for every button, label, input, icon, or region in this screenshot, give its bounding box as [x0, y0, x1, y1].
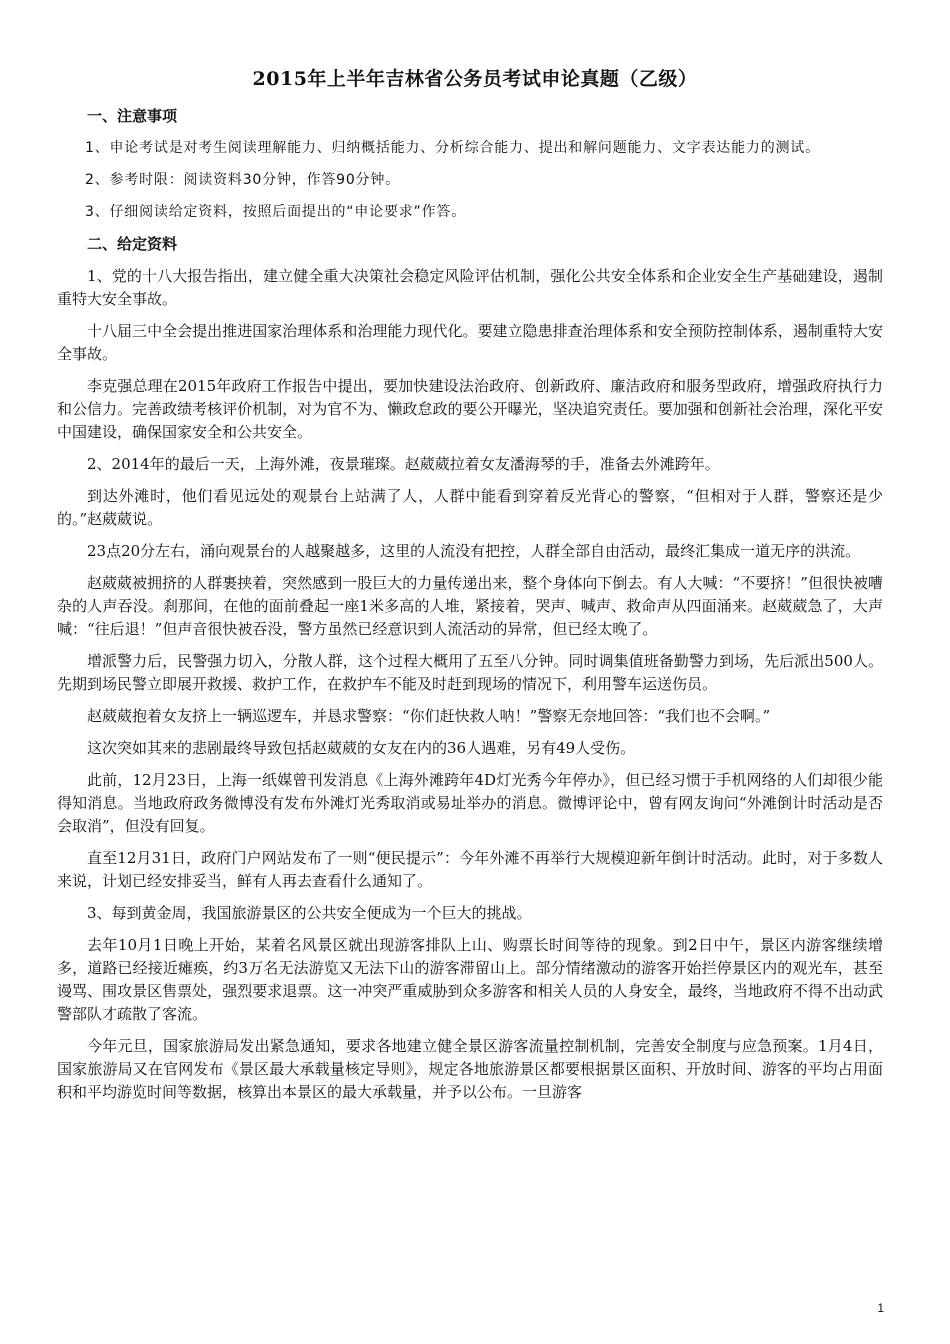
section-heading-materials: 二、给定资料 — [87, 235, 178, 253]
material-paragraph: 23点20分左右，涌向观景台的人越聚越多，这里的人流没有把控，人群全部自由活动，最终汇集成一道无序的洪流。 — [87, 542, 861, 560]
note-item: 3、仔细阅读给定资料，按照后面提出的“申论要求”作答。 — [85, 204, 467, 220]
material-paragraph: 李克强总理在2015年政府工作报告中提出，要加快建设法治政府、创新政府、廉洁政府和服务型政府，增强政府执行力和公信力。完善政绩考核评价机制，对为官不为、懒政怠政的要公开曝光，坚决追究责任。要加强和创新社会治理，深化平安中国建设，确保国家安全和公共安全。 — [57, 377, 883, 441]
material-paragraph: 直至12月31日，政府门户网站发布了一则“便民提示”：今年外滩不再举行大规模迎新年倒计时活动。此时，对于多数人来说，计划已经安排妥当，鲜有人再去查看什么通知了。 — [57, 849, 883, 890]
material-paragraph: 这次突如其来的悲剧最终导致包括赵葳葳的女友在内的36人遇难，另有49人受伤。 — [87, 739, 636, 757]
note-item: 2、参考时限：阅读资料30分钟，作答90分钟。 — [85, 172, 400, 188]
note-item: 1、申论考试是对考生阅读理解能力、归纳概括能力、分析综合能力、提出和解问题能力、文字表达能力的测试。 — [85, 140, 820, 156]
material-paragraph: 今年元旦，国家旅游局发出紧急通知，要求各地建立健全景区游客流量控制机制，完善安全制度与应急预案。1月4日，国家旅游局又在官网发布《景区最大承载量核定导则》，规定各地旅游景区都要根据景区面积、开放时间、游客的平均占用面积和平均游览时间等数据，核算出本景区的最大承载量，并予以公布。一旦游客 — [57, 1037, 883, 1101]
page-number: 1 — [877, 1301, 884, 1315]
section-heading-notes: 一、注意事项 — [87, 107, 178, 125]
material-paragraph: 去年10月1日晚上开始，某着名风景区就出现游客排队上山、购票长时间等待的现象。到2日中午，景区内游客继续增多，道路已经接近瘫痪，约3万名无法游览又无法下山的游客滞留山上。部分情绪激动的游客开始拦停景区内的观光车，甚至谩骂、围攻景区售票处，强烈要求退票。这一冲突严重威胁到众多游客和相关人员的人身安全，最终，当地政府不得不出动武警部队才疏散了客流。 — [57, 936, 883, 1023]
material-paragraph: 1、党的十八大报告指出，建立健全重大决策社会稳定风险评估机制，强化公共安全体系和企业安全生产基础建设，遏制重特大安全事故。 — [57, 267, 883, 308]
material-paragraph: 增派警力后，民警强力切入，分散人群，这个过程大概用了五至八分钟。同时调集值班备勤警力到场，先后派出500人。先期到场民警立即展开救援、救护工作，在救护车不能及时赶到现场的情况下，利用警车运送伤员。 — [57, 652, 883, 693]
material-paragraph: 十八届三中全会提出推进国家治理体系和治理能力现代化。要建立隐患排查治理体系和安全预防控制体系，遏制重特大安全事故。 — [57, 322, 883, 363]
material-paragraph: 赵葳葳被拥挤的人群裹挟着，突然感到一股巨大的力量传递出来，整个身体向下倒去。有人大喊：“不要挤！”但很快被嘈杂的人声吞没。刹那间，在他的面前叠起一座1米多高的人堆，紧接着，哭声、喊声、救命声从四面涌来。赵葳葳急了，大声喊：“往后退！”但声音很快被吞没，警方虽然已经意识到人流活动的异常，但已经太晚了。 — [57, 574, 883, 638]
material-paragraph: 3、每到黄金周，我国旅游景区的公共安全便成为一个巨大的挑战。 — [87, 904, 532, 922]
material-paragraph: 到达外滩时，他们看见远处的观景台上站满了人，人群中能看到穿着反光背心的警察，“但相对于人群，警察还是少的。”赵葳葳说。 — [57, 487, 883, 528]
material-paragraph: 此前，12月23日，上海一纸媒曾刊发消息《上海外滩跨年4D灯光秀今年停办》，但已经习惯于手机网络的人们却很少能得知消息。当地政府政务微博没有发布外滩灯光秀取消或易址举办的消息。微博评论中，曾有网友询问“外滩倒计时活动是否会取消”，但没有回复。 — [57, 771, 883, 835]
page-title: 2015年上半年吉林省公务员考试申论真题（乙级） — [252, 68, 698, 90]
document-body — [57, 105, 883, 1113]
material-paragraph: 赵葳葳抱着女友挤上一辆巡逻车，并恳求警察：“你们赶快救人呐！”警察无奈地回答：“我们也不会啊。” — [87, 707, 771, 725]
material-paragraph: 2、2014年的最后一天，上海外滩，夜景璀璨。赵葳葳拉着女友潘海琴的手，准备去外滩跨年。 — [87, 455, 720, 473]
